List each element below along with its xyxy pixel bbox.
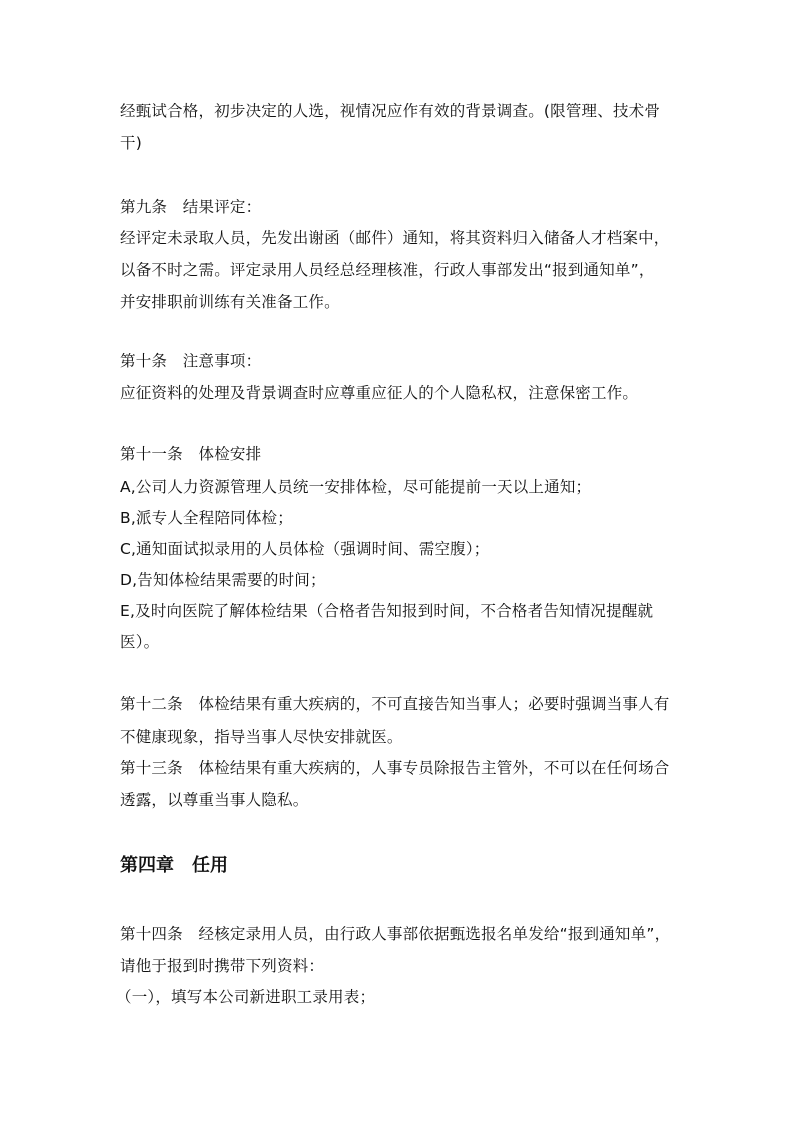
paragraph-line: 干) <box>120 134 142 152</box>
paragraph-line: 以备不时之需。评定录用人员经总经理核准，行政人事部发出“报到通知单”， <box>120 261 655 279</box>
paragraph-line: 不健康现象，指导当事人尽快安排就医。 <box>120 728 403 746</box>
paragraph-line: 应征资料的处理及背景调查时应尊重应征人的个人隐私权，注意保密工作。 <box>120 384 639 402</box>
list-item: C,通知面试拟录用的人员体检（强调时间、需空腹）； <box>120 540 490 558</box>
article-title: 第十条 注意事项： <box>120 352 262 370</box>
chapter-heading: 第四章 任用 <box>120 855 228 876</box>
article-title: 第十一条 体检安排 <box>120 445 262 463</box>
article-title: 第九条 结果评定： <box>120 198 262 216</box>
list-item: B,派专人全程陪同体检； <box>120 509 293 527</box>
paragraph-line: 第十二条 体检结果有重大疾病的，不可直接告知当事人；必要时强调当事人有 <box>120 695 670 713</box>
paragraph-line: 经评定未录取人员，先发出谢函（邮件）通知，将其资料归入储备人才档案中， <box>120 229 670 247</box>
paragraph-line: 第十三条 体检结果有重大疾病的，人事专员除报告主管外，不可以在任何场合 <box>120 759 670 777</box>
paragraph-line: 请他于报到时携带下列资料： <box>120 957 325 975</box>
list-item: （一），填写本公司新进职工录用表； <box>116 988 376 1006</box>
list-item: D,告知体检结果需要的时间； <box>120 571 326 589</box>
list-item: E,及时向医院了解体检结果（合格者告知报到时间，不合格者告知情况提醒就 <box>120 602 654 620</box>
list-item: 医）。 <box>120 633 160 651</box>
list-item: A,公司人力资源管理人员统一安排体检，尽可能提前一天以上通知； <box>120 478 592 496</box>
paragraph-line: 第十四条 经核定录用人员，由行政人事部依据甄选报名单发给“报到通知单”， <box>120 925 671 943</box>
paragraph-line: 并安排职前训练有关准备工作。 <box>120 293 340 311</box>
paragraph-line: 透露，以尊重当事人隐私。 <box>120 791 309 809</box>
paragraph-line: 经甄试合格，初步决定的人选，视情况应作有效的背景调查。(限管理、技术骨 <box>120 102 661 120</box>
